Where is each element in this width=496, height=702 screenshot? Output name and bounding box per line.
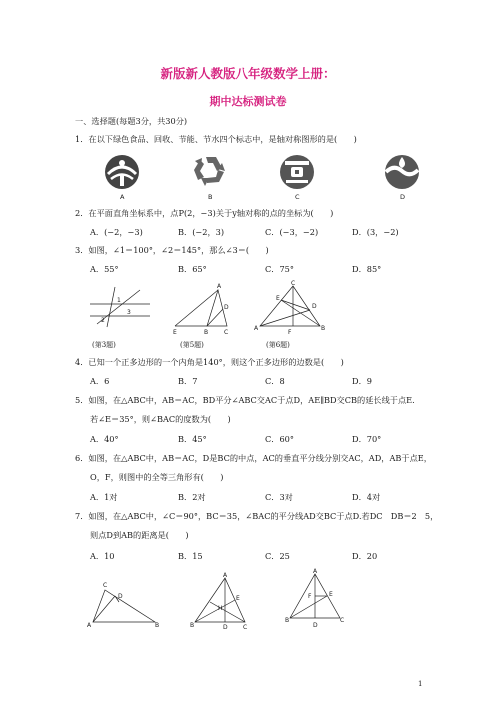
q4-option-a: A．6 xyxy=(90,376,110,386)
q1-label-c: C xyxy=(295,193,300,201)
q4-option-d: D．9 xyxy=(352,376,372,386)
svg-text:E: E xyxy=(173,329,177,336)
q6-option-a: A．1对 xyxy=(90,492,118,502)
water-saving-logo-icon xyxy=(385,155,419,189)
svg-text:B: B xyxy=(155,622,160,629)
question-5-line-1: 5．如图，在△ABC中，AB＝AC，BD平分∠ABC交AC于点D，AE∥BD交CB的延长线于点E. xyxy=(75,395,415,405)
svg-text:D: D xyxy=(224,304,229,311)
q6-option-d: D．4对 xyxy=(352,492,381,502)
q5-option-a: A．40° xyxy=(90,434,119,444)
q5-option-c: C．60° xyxy=(265,434,294,444)
svg-text:B: B xyxy=(321,325,326,332)
q5-option-b: B．45° xyxy=(178,434,207,444)
svg-text:E: E xyxy=(329,591,333,598)
svg-text:2: 2 xyxy=(101,317,105,324)
question-4: 4．已知一个正多边形的一个内角是140°，则这个正多边形的边数是( ) xyxy=(75,357,344,367)
question-7-line-1: 7．如图，在△ABC中，∠C＝90°，BC＝35，∠BAC的平分线AD交BC于点D.若DC DB＝2 5， xyxy=(75,511,439,521)
svg-text:B: B xyxy=(190,622,195,629)
svg-text:H: H xyxy=(218,605,223,612)
q6-option-c: C．3对 xyxy=(265,492,293,502)
q3-option-d: D．85° xyxy=(352,264,382,274)
question-1: 1．在以下绿色食品、回收、节能、节水四个标志中，是轴对称图形的是( ) xyxy=(75,134,357,144)
q3-option-a: A．55° xyxy=(90,264,119,274)
q7-option-c: C．25 xyxy=(265,551,290,561)
caption-fig5: (第5题) xyxy=(180,341,204,349)
figure-q6 xyxy=(260,286,320,326)
q7-option-a: A．10 xyxy=(90,551,115,561)
svg-text:A: A xyxy=(87,622,92,629)
figures-q3-q5-q6 xyxy=(85,282,435,337)
q6-option-b: B．2对 xyxy=(178,492,206,502)
q2-option-b: B．(−2，3) xyxy=(178,227,225,237)
svg-text:B: B xyxy=(204,329,209,336)
figure-q5 xyxy=(175,290,227,326)
svg-text:A: A xyxy=(223,572,228,579)
svg-text:C: C xyxy=(103,582,108,589)
energy-saving-logo-icon xyxy=(280,155,314,189)
question-3: 3．如图，∠1＝100°，∠2＝145°，那么∠3＝( ) xyxy=(75,245,269,255)
svg-text:C: C xyxy=(243,624,248,631)
q7-option-d: D．20 xyxy=(352,551,378,561)
q1-label-b: B xyxy=(208,193,213,201)
question-6-line-2: O，F，则图中的全等三角形有( ) xyxy=(90,472,224,482)
question-7-line-2: 则点D到AB的距离是( ) xyxy=(90,530,189,540)
svg-text:C: C xyxy=(340,617,345,624)
q2-option-a: A．(−2，−3) xyxy=(90,227,143,237)
figure-q7 xyxy=(93,590,155,622)
page-title: 新版新人教版八年级数学上册： xyxy=(160,66,336,81)
q5-option-d: D．70° xyxy=(352,434,382,444)
q1-label-a: A xyxy=(120,193,125,201)
question-5-line-2: 若∠E＝35°，则∠BAC的度数为( ) xyxy=(90,414,231,424)
svg-text:E: E xyxy=(236,595,240,602)
q3-option-c: C．75° xyxy=(265,264,294,274)
green-food-logo-icon xyxy=(105,155,139,189)
svg-text:1: 1 xyxy=(117,297,121,304)
caption-fig3: (第3题) xyxy=(92,341,116,349)
svg-text:D: D xyxy=(118,593,123,600)
svg-text:A: A xyxy=(217,283,222,290)
svg-text:F: F xyxy=(308,593,312,600)
page-subtitle: 期中达标测试卷 xyxy=(209,95,287,108)
q2-option-d: D．(3，−2) xyxy=(352,227,399,237)
svg-text:A: A xyxy=(313,568,318,575)
q1-label-d: D xyxy=(400,193,406,201)
question-2: 2．在平面直角坐标系中，点P(2，−3)关于y轴对称的点的坐标为( ) xyxy=(75,208,334,218)
svg-text:A: A xyxy=(254,325,259,332)
svg-text:3: 3 xyxy=(127,309,131,316)
recycle-logo-icon xyxy=(194,157,225,186)
q7-option-b: B．15 xyxy=(178,551,203,561)
svg-text:C: C xyxy=(291,280,296,287)
question-6-line-1: 6．如图，在△ABC中，AB＝AC，D是BC的中点，AC的垂直平分线分别交AC，AD，AB于点E， xyxy=(75,453,432,463)
svg-text:B: B xyxy=(285,617,290,624)
svg-text:D: D xyxy=(312,303,317,310)
caption-fig6: (第6题) xyxy=(266,341,290,349)
svg-text:D: D xyxy=(223,624,228,631)
page-number: 1 xyxy=(418,680,423,688)
figures-bottom xyxy=(85,568,365,632)
figure-q3 xyxy=(90,287,150,327)
svg-text:E: E xyxy=(276,295,280,302)
q3-option-b: B．65° xyxy=(178,264,207,274)
q1-logos xyxy=(80,152,440,202)
q4-option-b: B．7 xyxy=(178,376,198,386)
svg-text:F: F xyxy=(288,329,292,336)
svg-text:C: C xyxy=(224,329,229,336)
q2-option-c: C．(−3，−2) xyxy=(265,227,319,237)
q4-option-c: C．8 xyxy=(265,376,285,386)
section-heading: 一、选择题(每题3分，共30分) xyxy=(75,116,188,126)
svg-text:D: D xyxy=(313,622,318,629)
